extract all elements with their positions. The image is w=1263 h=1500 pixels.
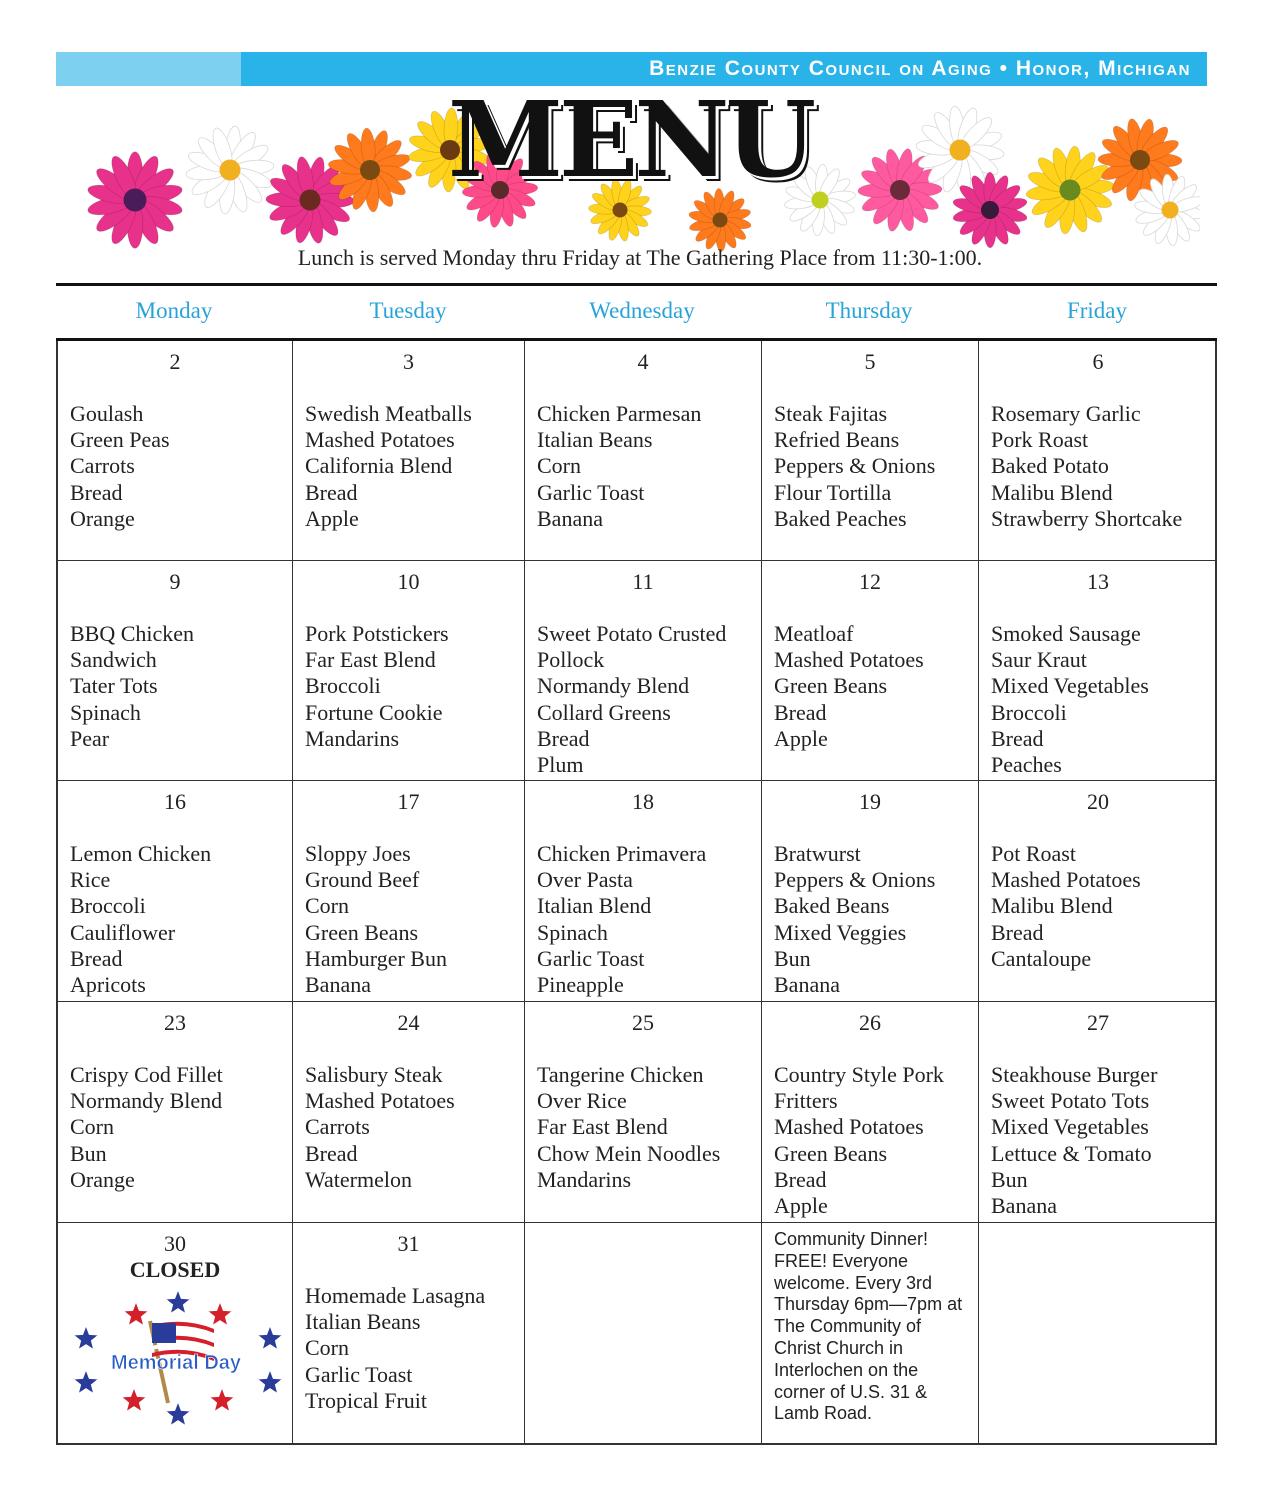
menu-item-list <box>537 621 757 778</box>
date-number: 18 <box>632 789 654 814</box>
menu-item: Cantaloupe <box>991 945 1092 971</box>
day-heading-tuesday: Tuesday <box>369 298 447 323</box>
menu-item-list <box>991 621 1213 778</box>
organization-name: Benzie County Council on Aging • Honor, Michigan <box>649 57 1191 80</box>
closed-label: CLOSED <box>129 1257 221 1282</box>
menu-item: Lemon Chicken <box>70 841 212 866</box>
menu-item: Bun <box>70 1140 107 1166</box>
menu-item: Far East Blend <box>305 647 436 673</box>
menu-item: Corn <box>305 1335 349 1361</box>
menu-item: Strawberry Shortcake <box>991 505 1183 531</box>
date-number: 19 <box>859 789 881 814</box>
menu-item: Cauliflower <box>70 919 176 945</box>
star-icon <box>257 1325 284 1350</box>
menu-item: Sweet Potato Tots <box>991 1088 1150 1114</box>
menu-item: Italian Beans <box>537 427 653 453</box>
day-cell-3 <box>293 341 525 561</box>
menu-item: Bread <box>305 1140 358 1166</box>
menu-item: Garlic Toast <box>537 945 645 971</box>
menu-item: Bread <box>537 725 590 751</box>
day-cell-19 <box>762 781 979 1002</box>
menu-item: Pineapple <box>537 972 624 998</box>
menu-item: Baked Beans <box>774 893 890 919</box>
menu-item: Broccoli <box>991 699 1067 725</box>
menu-item: Italian Beans <box>305 1309 421 1335</box>
menu-item-list <box>305 841 520 998</box>
menu-item: Steak Fajitas <box>774 401 888 426</box>
menu-item: Spinach <box>537 919 608 945</box>
menu-item: Bread <box>70 945 123 971</box>
star-icon <box>123 1301 150 1326</box>
date-number: 31 <box>397 1231 420 1256</box>
community-dinner-cell <box>762 1223 979 1443</box>
menu-item: Mandarins <box>537 1166 632 1192</box>
star-icon <box>165 1289 192 1314</box>
day-cell-24 <box>293 1002 525 1223</box>
menu-item: Corn <box>305 893 349 919</box>
menu-item: Bread <box>774 699 827 725</box>
menu-item: Fortune Cookie <box>305 699 443 725</box>
date-number: 4 <box>637 349 649 374</box>
day-cell-16 <box>58 781 293 1002</box>
flower-icon <box>185 125 274 214</box>
menu-item: Over Rice <box>537 1088 627 1114</box>
menu-item: Country Style Pork <box>774 1062 944 1087</box>
menu-item: Bread <box>70 479 123 505</box>
menu-item: Mashed Potatoes <box>774 647 924 673</box>
day-cell-10 <box>293 561 525 781</box>
menu-item: Pork Potstickers <box>305 621 449 646</box>
flower-icon <box>327 128 412 213</box>
day-heading-monday: Monday <box>135 298 213 323</box>
menu-item: BBQ Chicken <box>70 621 195 646</box>
date-number: 17 <box>397 789 420 814</box>
menu-item: Homemade Lasagna <box>305 1283 486 1308</box>
menu-item: Orange <box>70 505 135 531</box>
menu-item: Spinach <box>70 699 141 725</box>
day-heading-friday: Friday <box>1066 298 1128 323</box>
lunch-schedule: Lunch is served Monday thru Friday at The Gathering Place from 11:30-1:00. <box>297 245 983 270</box>
day-cell-11 <box>525 561 762 781</box>
menu-item: Broccoli <box>305 673 381 699</box>
menu-item: Goulash <box>70 401 144 426</box>
menu-title: MENU <box>447 78 813 201</box>
menu-item: Far East Blend <box>537 1114 668 1140</box>
star-icon <box>73 1325 100 1350</box>
date-number: 25 <box>632 1010 654 1035</box>
date-number: 5 <box>864 349 876 374</box>
star-icon <box>209 1387 236 1412</box>
menu-item-list <box>70 401 288 532</box>
menu-item-list <box>774 401 974 532</box>
menu-item-list <box>305 621 520 752</box>
menu-item: Tropical Fruit <box>305 1387 428 1413</box>
menu-item: Mashed Potatoes <box>305 427 455 453</box>
menu-item: Meatloaf <box>774 621 854 646</box>
day-heading-wednesday: Wednesday <box>589 298 695 323</box>
star-icon <box>207 1301 234 1326</box>
menu-item: Green Beans <box>305 919 419 945</box>
day-cell-9 <box>58 561 293 781</box>
menu-item: Baked Peaches <box>774 505 907 531</box>
menu-item-list <box>774 1062 974 1219</box>
menu-item: Saur Kraut <box>991 647 1087 673</box>
memorial-day-graphic <box>64 1283 284 1433</box>
day-cell-23 <box>58 1002 293 1223</box>
menu-item: Bratwurst <box>774 841 861 866</box>
menu-item: Salisbury Steak <box>305 1062 443 1087</box>
flower-icon <box>86 152 184 249</box>
date-number: 9 <box>169 569 181 594</box>
date-number: 13 <box>1087 569 1109 594</box>
menu-item: Banana <box>305 972 371 998</box>
menu-item: Steakhouse Burger <box>991 1062 1158 1087</box>
menu-item-list <box>537 841 757 998</box>
menu-item: Tangerine Chicken <box>537 1062 704 1087</box>
menu-item: Corn <box>70 1114 114 1140</box>
memorial-day-text: Memorial Day <box>110 1352 242 1374</box>
menu-item-list <box>70 621 288 752</box>
date-number: 27 <box>1087 1010 1109 1035</box>
menu-item: Baked Potato <box>991 453 1109 479</box>
menu-item: Bun <box>774 945 811 971</box>
menu-item: Lettuce & Tomato <box>991 1140 1152 1166</box>
menu-item: Orange <box>70 1166 135 1192</box>
divider-top <box>56 283 1217 286</box>
day-heading-thursday: Thursday <box>825 298 913 323</box>
menu-item: Chicken Parmesan <box>537 401 702 426</box>
menu-item: Italian Blend <box>537 893 652 919</box>
date-number: 11 <box>632 569 654 594</box>
menu-item: Over Pasta <box>537 867 633 893</box>
day-cell-26 <box>762 1002 979 1223</box>
menu-item: Smoked Sausage <box>991 621 1141 646</box>
menu-item: Normandy Blend <box>70 1088 223 1114</box>
menu-item: Pollock <box>537 647 605 673</box>
menu-item: Mixed Vegetables <box>991 1114 1149 1140</box>
date-number: 2 <box>169 349 181 374</box>
day-cell-18 <box>525 781 762 1002</box>
date-number: 23 <box>164 1010 186 1035</box>
date-number: 6 <box>1092 349 1104 374</box>
menu-item: Green Beans <box>774 673 888 699</box>
menu-item-list <box>774 621 974 752</box>
menu-item: Tater Tots <box>70 673 158 699</box>
menu-item-list <box>991 1062 1213 1219</box>
menu-item-list <box>991 401 1213 532</box>
menu-item: Chow Mein Noodles <box>537 1140 721 1166</box>
menu-item-list <box>537 1062 757 1193</box>
menu-item: Broccoli <box>70 893 146 919</box>
menu-item: Apple <box>774 1193 828 1219</box>
star-icon <box>121 1387 148 1412</box>
day-cell-12 <box>762 561 979 781</box>
menu-item: Mixed Vegetables <box>991 673 1149 699</box>
day-cell-4 <box>525 341 762 561</box>
menu-item: Mashed Potatoes <box>305 1088 455 1114</box>
star-icon <box>257 1369 284 1394</box>
day-cell-31 <box>293 1223 525 1443</box>
menu-item: Banana <box>537 505 603 531</box>
menu-item: Peppers & Onions <box>774 453 936 479</box>
menu-item: Peaches <box>991 752 1062 778</box>
menu-item: Bun <box>991 1166 1028 1192</box>
menu-item-list <box>305 1283 520 1414</box>
menu-item: Crispy Cod Fillet <box>70 1062 223 1087</box>
community-dinner-note: Community Dinner! FREE! Everyone welcome. Every 3rd Thursday 6pm—7pm at The Community of Christ Church in Interlochen on the corner of U.S. 31 & Lamb Road. <box>774 1229 963 1424</box>
menu-item: Bread <box>774 1166 827 1192</box>
menu-item: Mixed Veggies <box>774 919 907 945</box>
menu-item-list <box>70 841 288 998</box>
day-cell-6 <box>979 341 1217 561</box>
menu-item: Mandarins <box>305 725 400 751</box>
menu-item: Apple <box>774 725 828 751</box>
menu-item: Garlic Toast <box>305 1361 413 1387</box>
menu-item-list <box>774 841 974 998</box>
day-cell-2 <box>58 341 293 561</box>
day-cell-30 <box>58 1223 293 1443</box>
star-icon <box>73 1369 100 1394</box>
menu-item: Rice <box>70 867 111 893</box>
date-number: 3 <box>403 349 414 374</box>
day-cell-20 <box>979 781 1217 1002</box>
menu-item: Rosemary Garlic <box>991 401 1141 426</box>
menu-item-list <box>537 401 757 532</box>
menu-item: Pork Roast <box>991 427 1089 453</box>
menu-item: Normandy Blend <box>537 673 690 699</box>
day-cell-5 <box>762 341 979 561</box>
empty-cell <box>979 1223 1217 1443</box>
menu-item: Bread <box>991 725 1044 751</box>
menu-item: Carrots <box>70 453 135 479</box>
menu-item: Bread <box>991 919 1044 945</box>
empty-cell <box>525 1223 762 1443</box>
day-cell-27 <box>979 1002 1217 1223</box>
menu-item: Green Peas <box>70 427 170 453</box>
menu-item: Pear <box>70 725 110 751</box>
flag-canton <box>152 1323 176 1343</box>
menu-item-list <box>305 1062 520 1193</box>
menu-item: Peppers & Onions <box>774 867 936 893</box>
menu-item: Sweet Potato Crusted <box>537 621 727 646</box>
menu-item: Garlic Toast <box>537 479 645 505</box>
menu-item: Apple <box>305 505 359 531</box>
menu-item: Malibu Blend <box>991 893 1113 919</box>
banner-accent <box>56 52 241 86</box>
menu-item: Sloppy Joes <box>305 841 411 866</box>
menu-item: Ground Beef <box>305 867 420 893</box>
menu-item: Pot Roast <box>991 841 1076 866</box>
menu-item-list <box>70 1062 288 1193</box>
menu-item: Mashed Potatoes <box>991 867 1141 893</box>
menu-item: Fritters <box>774 1088 838 1114</box>
menu-item: Malibu Blend <box>991 479 1113 505</box>
date-number: 24 <box>397 1010 420 1035</box>
menu-item: Refried Beans <box>774 427 900 453</box>
menu-calendar-grid <box>56 341 1217 1445</box>
day-cell-13 <box>979 561 1217 781</box>
menu-item: Banana <box>774 972 840 998</box>
menu-item-list <box>991 841 1213 972</box>
date-number: 20 <box>1087 789 1109 814</box>
menu-item: Corn <box>537 453 581 479</box>
menu-item-list <box>305 401 520 532</box>
date-number: 30 <box>164 1231 186 1256</box>
menu-item: Banana <box>991 1193 1057 1219</box>
date-number: 16 <box>164 789 186 814</box>
menu-item: Collard Greens <box>537 699 671 725</box>
day-cell-25 <box>525 1002 762 1223</box>
menu-item: Watermelon <box>305 1166 412 1192</box>
date-number: 12 <box>859 569 881 594</box>
menu-item: Apricots <box>70 972 146 998</box>
date-number: 26 <box>859 1010 881 1035</box>
menu-item: Carrots <box>305 1114 370 1140</box>
day-cell-17 <box>293 781 525 1002</box>
menu-item: Swedish Meatballs <box>305 401 472 426</box>
menu-item: Flour Tortilla <box>774 479 892 505</box>
menu-item: California Blend <box>305 453 453 479</box>
menu-item: Bread <box>305 479 358 505</box>
menu-item: Mashed Potatoes <box>774 1114 924 1140</box>
menu-item: Sandwich <box>70 647 157 673</box>
menu-item: Chicken Primavera <box>537 841 707 866</box>
menu-item: Hamburger Bun <box>305 945 447 971</box>
star-icon <box>165 1401 192 1426</box>
date-number: 10 <box>397 569 420 594</box>
menu-item: Green Beans <box>774 1140 888 1166</box>
menu-item: Plum <box>537 752 584 778</box>
